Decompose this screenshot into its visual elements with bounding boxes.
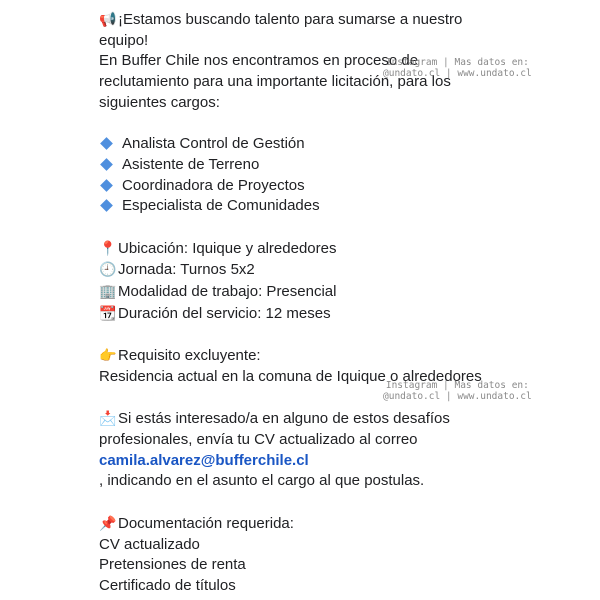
position-label: Analista Control de Gestión	[122, 135, 305, 153]
requirement-title: Requisito excluyente:	[118, 347, 261, 365]
detail-text: Jornada: Turnos 5x2	[118, 261, 255, 279]
pushpin-icon: 📌	[99, 514, 117, 531]
detail-text: Modalidad de trabajo: Presencial	[118, 283, 337, 301]
calendar-icon: 📆	[99, 304, 117, 321]
clock-icon: 🕘	[99, 261, 117, 278]
detail-text: Duración del servicio: 12 meses	[118, 304, 331, 322]
intro-line-4: reclutamiento para una importante licitación, para los	[99, 73, 451, 91]
email-line	[99, 451, 579, 472]
docs-heading	[99, 513, 579, 535]
doc-item: CV actualizado	[99, 535, 200, 553]
blue-diamond-icon	[100, 158, 113, 171]
intro-line-5: siguientes cargos:	[99, 93, 220, 111]
spacer	[99, 217, 579, 238]
watermark-line-1: Instagram | Mas datos en:	[385, 380, 529, 391]
pin-icon: 📍	[99, 239, 117, 256]
watermark	[383, 380, 532, 402]
inbox-envelope-icon: 📩	[99, 410, 117, 427]
spacer	[99, 325, 579, 346]
intro-text-1: ¡Estamos buscando talento para sumarse a nuestro	[118, 11, 463, 28]
job-post	[99, 9, 579, 597]
doc-item: Pretensiones de renta	[99, 556, 246, 574]
pointing-hand-icon: 👉	[99, 347, 117, 364]
watermark	[383, 57, 532, 79]
apply-line-2: profesionales, envía tu CV actualizado al correo	[99, 431, 418, 448]
detail-location	[99, 238, 579, 260]
detail-modality	[99, 281, 579, 303]
contact-email-link[interactable]: camila.alvarez@bufferchile.cl	[99, 451, 309, 469]
detail-text: Ubicación: Iquique y alrededores	[118, 239, 337, 257]
blue-diamond-icon	[100, 137, 113, 150]
detail-duration	[99, 303, 579, 325]
intro-line-3: En Buffer Chile nos encontramos en proceso de	[99, 52, 419, 70]
apply-line-1	[99, 408, 579, 430]
office-building-icon: 🏢	[99, 283, 117, 300]
spacer	[99, 492, 579, 513]
position-label: Asistente de Terreno	[122, 155, 260, 173]
requirement-heading	[99, 345, 579, 367]
position-item	[99, 196, 579, 217]
megaphone-icon: 📢	[99, 11, 117, 27]
intro-line-2: equipo!	[99, 31, 149, 49]
apply-text-1: Si estás interesado/a en alguno de estos desafíos	[118, 410, 450, 428]
detail-schedule	[99, 259, 579, 281]
intro-line-1	[99, 9, 579, 31]
position-item	[99, 176, 579, 197]
watermark-line-1: Instagram | Mas datos en:	[385, 57, 529, 68]
spacer	[99, 114, 579, 135]
doc-item: Certificado de títulos	[99, 576, 236, 594]
blue-diamond-icon	[100, 199, 113, 212]
position-label: Especialista de Comunidades	[122, 197, 320, 215]
requirement-text: Residencia actual en la comuna de Iquique o alrededores	[99, 367, 482, 385]
apply-line-3: , indicando en el asunto el cargo al que postulas.	[99, 472, 425, 490]
position-item	[99, 155, 579, 176]
position-label: Coordinadora de Proyectos	[122, 176, 305, 194]
position-item	[99, 134, 579, 155]
watermark-line-2: @undato.cl | www.undato.cl	[383, 391, 532, 402]
docs-title: Documentación requerida:	[118, 514, 294, 532]
blue-diamond-icon	[100, 179, 113, 192]
watermark-line-2: @undato.cl | www.undato.cl	[383, 68, 532, 79]
